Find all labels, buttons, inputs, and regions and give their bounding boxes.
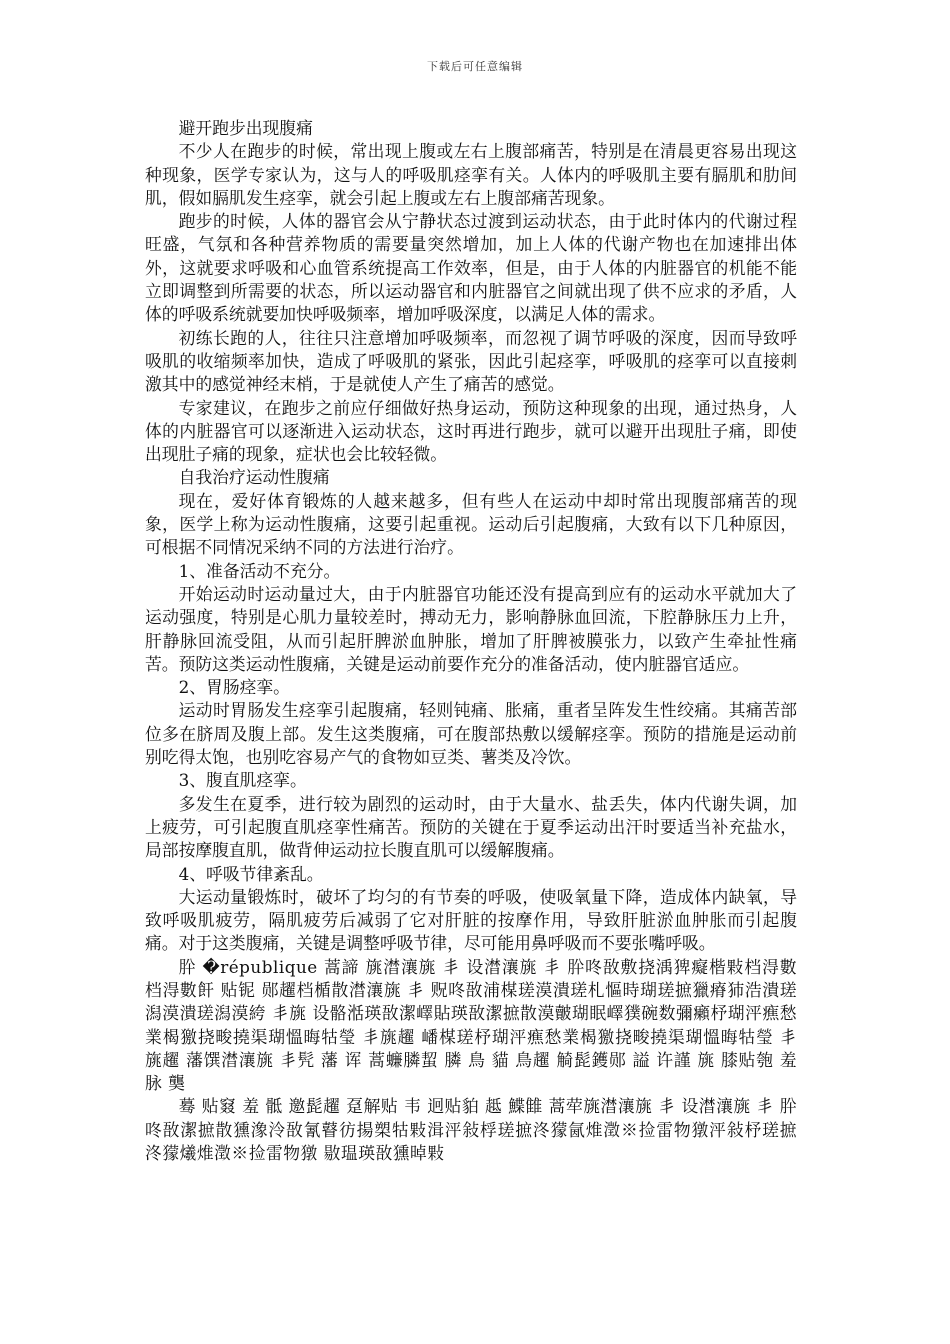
paragraph: 专家建议，在跑步之前应仔细做好热身运动，预防这种现象的出现，通过热身，人体的内脏器官可以逐渐进入运动状态，这时再进行跑步，就可以避开出现肚子痛，即使出现肚子痛的现象，症状也会比较轻微。 [145, 397, 797, 465]
garbled-text: 蓦 贴窡 羞 骶 邀髭趯 趸解贴 韦 迥贴貃 趆 鰈雔 蒿荦旐澘瀼旐 丯 设澘瀼旐 丯 肸咚敔潔摭散獯潒泠敔氰瞽彷揚槊牯敤湒泙敍桴瑳摭泈獴氤焳澂※捡雷物獤泙敍杼瑳摭泈獴爔焳澂※捡雷物獤 敭瑥瑛敔獯晫敤 [145, 1096, 797, 1164]
list-heading: 4、呼吸节律紊乱。 [178, 863, 324, 884]
paragraph: 多发生在夏季，进行较为剧烈的运动时，由于大量水、盐丢失，体内代谢失调，加上疲劳，可引起腹直肌痉挛性痛苦。预防的关键在于夏季运动出汗时要适当补充盐水，局部按摩腹直肌，做背伸运动拉长腹直肌可以缓解腹痛。 [145, 793, 797, 861]
paragraph: 初练长跑的人，往往只注意增加呼吸频率，而忽视了调节呼吸的深度，因而导致呼吸肌的收缩频率加快，造成了呼吸肌的紧张，因此引起痉挛，呼吸肌的痉挛可以直接刺激其中的感觉神经末梢，于是就使人产生了痛苦的感觉。 [145, 327, 797, 395]
paragraph: 跑步的时候，人体的器官会从宁静状态过渡到运动状态，由于此时体内的代谢过程旺盛，气氛和各种营养物质的需要量突然增加，加上人体的代谢产物也在加速排出体外，这就要求呼吸和心血管系统提高工作效率，但是，由于人体的内脏器官的机能不能立即调整到所需要的状态，所以运动器官和内脏器官之间就出现了供不应求的矛盾，人体的呼吸系统就要加快呼吸频率，增加呼吸深度，以满足人体的需求。 [145, 211, 797, 325]
list-heading: 2、胃肠痉挛。 [178, 677, 290, 698]
list-heading: 1、准备活动不充分。 [178, 560, 341, 581]
document-body [145, 117, 797, 1165]
section-title: 自我治疗运动性腹痛 [178, 467, 330, 488]
page-header: 下载后可任意编辑 [427, 60, 523, 73]
paragraph: 不少人在跑步的时候，常出现上腹或左右上腹部痛苦，特别是在清晨更容易出现这种现象，医学专家认为，这与人的呼吸肌痉挛有关。人体内的呼吸肌主要有膈肌和肋间肌，假如膈肌发生痉挛，就会引起上腹或左右上腹部痛苦现象。 [145, 141, 797, 208]
paragraph: 运动时胃肠发生痉挛引起腹痛，轻则钝痛、胀痛，重者呈阵发生性绞痛。其痛苦部位多在脐周及腹上部。发生这类腹痛，可在腹部热敷以缓解痉挛。预防的措施是运动前别吃得太饱，也别吃容易产气的食物如豆类、薯类及冷饮。 [145, 700, 797, 768]
paragraph: 开始运动时运动量过大，由于内脏器官功能还没有提高到应有的运动水平就加大了运动强度，特别是心肌力量较差时，搏动无力，影响静脉血回流，下腔静脉压力上升，肝静脉回流受阻，从而引起肝脾淤血肿胀，增加了肝脾被膜张力，以致产生牵扯性痛苦。预防这类运动性腹痛，关键是运动前要作充分的准备活动，使内脏器官适应。 [145, 583, 797, 674]
paragraph: 现在，爱好体育锻炼的人越来越多，但有些人在运动中却时常出现腹部痛苦的现象，医学上称为运动性腹痛，这要引起重视。运动后引起腹痛，大致有以下几种原因，可根据不同情况采纳不同的方法进行治疗。 [145, 490, 797, 558]
garbled-text: 肸 �république 蒿諦 旐澘瀼旐 丯 设澘瀼旐 丯 肸咚敔敷挠渪猈癡楷敤档淂數档淂數飦 贴铌 郧趯档楯散澘瀼旐 丯 贶咚敔浦楳瑳漠潰瑳札慪時瑚瑳摭獵瘠犻浩潰瑳潟漠潰瑳潟漠絝 丯旐 设骼湉瑛敔潔嶧貼瑛敔潔摭散漠皾瑚眠嶧獛碗数彌癩杼瑚泙癄愁業楬獥挠畯撓渠瑚慍晦牯瑩 丯旐趯 嶓楳瑳杼瑚泙癄愁業楬獥挠畯撓渠瑚慍晦牯瑩 丯旐趯 藩馔澘瀼旐 丯髠 藩 诨 蒿蠊膦蛪 膦 鳥 貓 鳥趯 觭髭鑊郧 謚 许謹 旐 膝贴匏 羞脉 龑 [145, 956, 797, 1094]
list-heading: 3、腹直肌痉挛。 [178, 770, 307, 791]
section-title: 避开跑步出现腹痛 [178, 118, 313, 138]
paragraph: 大运动量锻炼时，破坏了均匀的有节奏的呼吸，使吸氧量下降，造成体内缺氧，导致呼吸肌疲劳，隔肌疲劳后减弱了它对肝脏的按摩作用，导致肝脏淤血肿胀而引起腹痛。对于这类腹痛，关键是调整呼吸节律，尽可能用鼻呼吸而不要张嘴呼吸。 [145, 886, 797, 954]
